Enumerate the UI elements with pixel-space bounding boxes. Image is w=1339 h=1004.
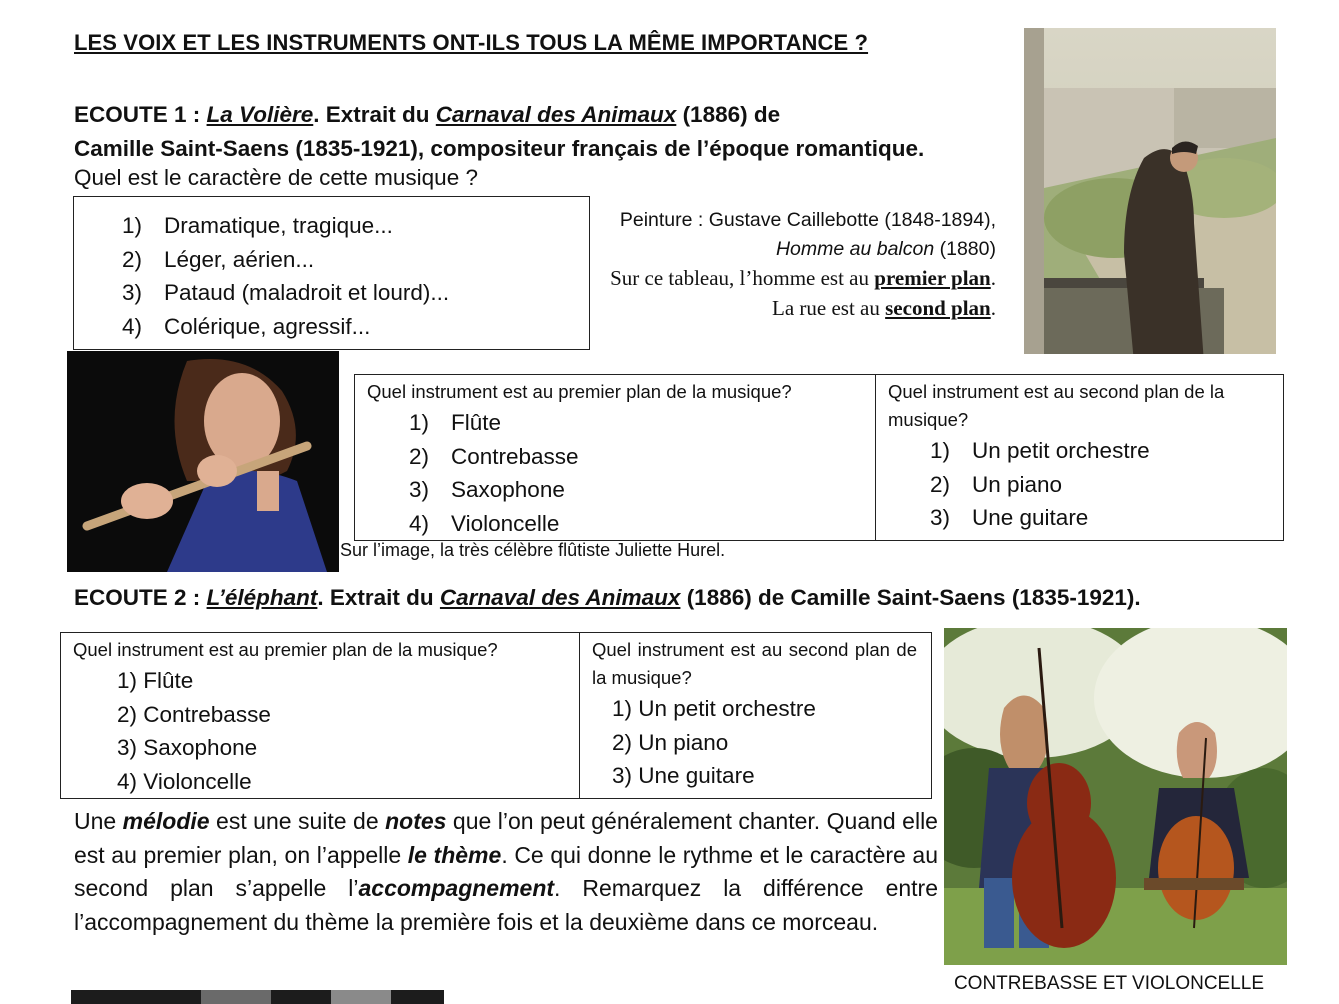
ecoute1-instrument-table bbox=[354, 374, 1284, 541]
painting-caption bbox=[600, 206, 996, 324]
ecoute1-question: Quel est le caractère de cette musique ? bbox=[74, 165, 478, 190]
option-text: Un petit orchestre bbox=[972, 438, 1150, 463]
option-number: 3) bbox=[122, 280, 143, 305]
instrument-option: 2) Un piano bbox=[612, 729, 729, 755]
option-text: Saxophone bbox=[451, 477, 565, 502]
instrument-option: 4) Violoncelle bbox=[117, 768, 252, 794]
ecoute1-after-work: (1886) de bbox=[676, 102, 781, 127]
term-accompagnement: accompagnement bbox=[358, 875, 555, 901]
ecoute1-work: Carnaval des Animaux bbox=[435, 102, 677, 127]
option-text: Léger, aérien... bbox=[164, 246, 315, 272]
foreground-instrument-cell bbox=[61, 633, 580, 799]
ecoute2-instrument-table bbox=[60, 632, 932, 799]
text-part: est une suite de bbox=[209, 808, 386, 834]
text-part: Une bbox=[74, 808, 123, 834]
ecoute2-heading bbox=[74, 585, 1141, 611]
bottom-image-fragment bbox=[71, 990, 444, 1004]
page-title: LES VOIX ET LES INSTRUMENTS ONT-ILS TOUS LA MÊME IMPORTANCE ? bbox=[74, 30, 869, 55]
painting-sentence bbox=[610, 266, 996, 320]
option-number: 1) bbox=[122, 213, 143, 238]
option-number: 2) bbox=[409, 443, 430, 469]
ecoute2-extract: . Extrait du bbox=[317, 585, 440, 610]
instrument-option: 1) Un petit orchestre bbox=[612, 696, 816, 721]
instrument-option bbox=[409, 440, 875, 474]
instrument-option: 3) Saxophone bbox=[117, 735, 258, 760]
background-instrument-cell bbox=[876, 375, 1284, 541]
option-text: Pataud (maladroit et lourd)... bbox=[164, 280, 450, 305]
double-bass-cello-photo bbox=[944, 628, 1287, 965]
option-text: Une guitare bbox=[972, 505, 1089, 530]
melody-explanation bbox=[74, 805, 938, 939]
ecoute1-piece: La Volière bbox=[206, 102, 314, 127]
foreground-question: Quel instrument est au premier plan de la musique? bbox=[73, 639, 498, 660]
instrument-option: 1) Flûte bbox=[117, 668, 194, 693]
character-option bbox=[122, 310, 449, 344]
character-option bbox=[122, 243, 449, 277]
premier-plan-term: premier plan bbox=[874, 266, 991, 290]
text-part: . Remarquez la différence entre l’accompagnement du thème la première fois et la deuxième dans ce morceau. bbox=[74, 875, 938, 935]
instrument-option bbox=[409, 507, 875, 541]
ecoute1-label: ECOUTE 1 : bbox=[74, 102, 201, 127]
option-text: Dramatique, tragique... bbox=[164, 213, 393, 238]
flutist-illustration bbox=[67, 351, 339, 572]
instrument-option: 2) Contrebasse bbox=[117, 701, 271, 727]
character-option bbox=[122, 209, 449, 243]
foreground-instrument-cell bbox=[355, 375, 876, 541]
option-number: 2) bbox=[122, 246, 143, 272]
option-number: 2) bbox=[930, 471, 951, 497]
painting-title: Homme au balcon bbox=[775, 238, 935, 260]
painting-caption-prefix: Peinture : Gustave Caillebotte (1848-1894), bbox=[619, 209, 996, 231]
bottom-image-illustration bbox=[71, 990, 444, 1004]
option-number: 4) bbox=[409, 510, 430, 536]
background-options bbox=[580, 692, 931, 793]
instrument-option bbox=[409, 406, 875, 440]
option-number: 1) bbox=[409, 410, 430, 435]
ecoute1-extract: . Extrait du bbox=[313, 102, 436, 127]
ecoute2-after-work: (1886) de Camille Saint-Saens (1835-1921). bbox=[680, 585, 1141, 610]
background-question: Quel instrument est au second plan de la musique? bbox=[592, 639, 917, 688]
instrument-option bbox=[930, 468, 1283, 502]
term-notes: notes bbox=[385, 808, 447, 834]
ecoute1-heading bbox=[74, 98, 1004, 166]
painting-year: (1880) bbox=[934, 238, 996, 260]
instrument-option bbox=[930, 501, 1283, 535]
background-question: Quel instrument est au second plan de la musique? bbox=[888, 381, 1225, 430]
background-instrument-cell bbox=[580, 633, 932, 799]
character-options-list bbox=[122, 209, 449, 343]
option-number: 3) bbox=[409, 477, 430, 502]
option-text: Flûte bbox=[451, 410, 502, 435]
option-number: 4) bbox=[122, 313, 143, 339]
text-part: . Ce qui donne le rythme et le caractère au second plan s’appelle l’ bbox=[74, 841, 939, 901]
character-options-box bbox=[73, 196, 590, 350]
term-melodie: mélodie bbox=[122, 808, 210, 834]
character-option bbox=[122, 276, 449, 310]
option-text: Contrebasse bbox=[451, 443, 579, 469]
flutist-caption: Sur l’image, la très célèbre flûtiste Juliette Hurel. bbox=[340, 540, 726, 560]
term-theme: le thème bbox=[407, 841, 502, 868]
option-text: Violoncelle bbox=[451, 510, 560, 536]
duo-illustration bbox=[944, 628, 1287, 965]
ecoute2-label: ECOUTE 2 : bbox=[74, 585, 201, 610]
painting-homme-au-balcon bbox=[1024, 28, 1276, 354]
option-number: 1) bbox=[930, 438, 951, 463]
duo-photo-caption: CONTREBASSE ET VIOLONCELLE bbox=[953, 973, 1265, 994]
foreground-question: Quel instrument est au premier plan de la musique? bbox=[367, 381, 792, 402]
option-text: Un piano bbox=[972, 471, 1063, 497]
foreground-options bbox=[355, 406, 875, 540]
option-number: 3) bbox=[930, 505, 951, 530]
ecoute1-composer-line: Camille Saint-Saens (1835-1921), compositeur français de l’époque romantique. bbox=[74, 136, 925, 161]
foreground-options bbox=[61, 664, 579, 798]
option-text: Colérique, agressif... bbox=[164, 313, 371, 339]
ecoute2-work: Carnaval des Animaux bbox=[439, 585, 681, 610]
sentence-part: . La rue est au bbox=[772, 266, 996, 320]
ecoute2-piece: L’éléphant bbox=[206, 585, 318, 610]
sentence-part: Sur ce tableau, l’homme est au bbox=[610, 266, 875, 290]
flutist-photo bbox=[67, 351, 339, 572]
second-plan-term: second plan bbox=[885, 296, 991, 320]
instrument-option: 3) Une guitare bbox=[612, 763, 755, 788]
instrument-option bbox=[930, 434, 1283, 468]
instrument-option bbox=[409, 473, 875, 507]
background-options bbox=[876, 434, 1283, 535]
sentence-part: . bbox=[990, 296, 996, 320]
painting-illustration bbox=[1024, 28, 1276, 354]
text-part: que l’on peut généralement chanter. Quand elle est au premier plan, on l’appelle bbox=[74, 808, 938, 868]
